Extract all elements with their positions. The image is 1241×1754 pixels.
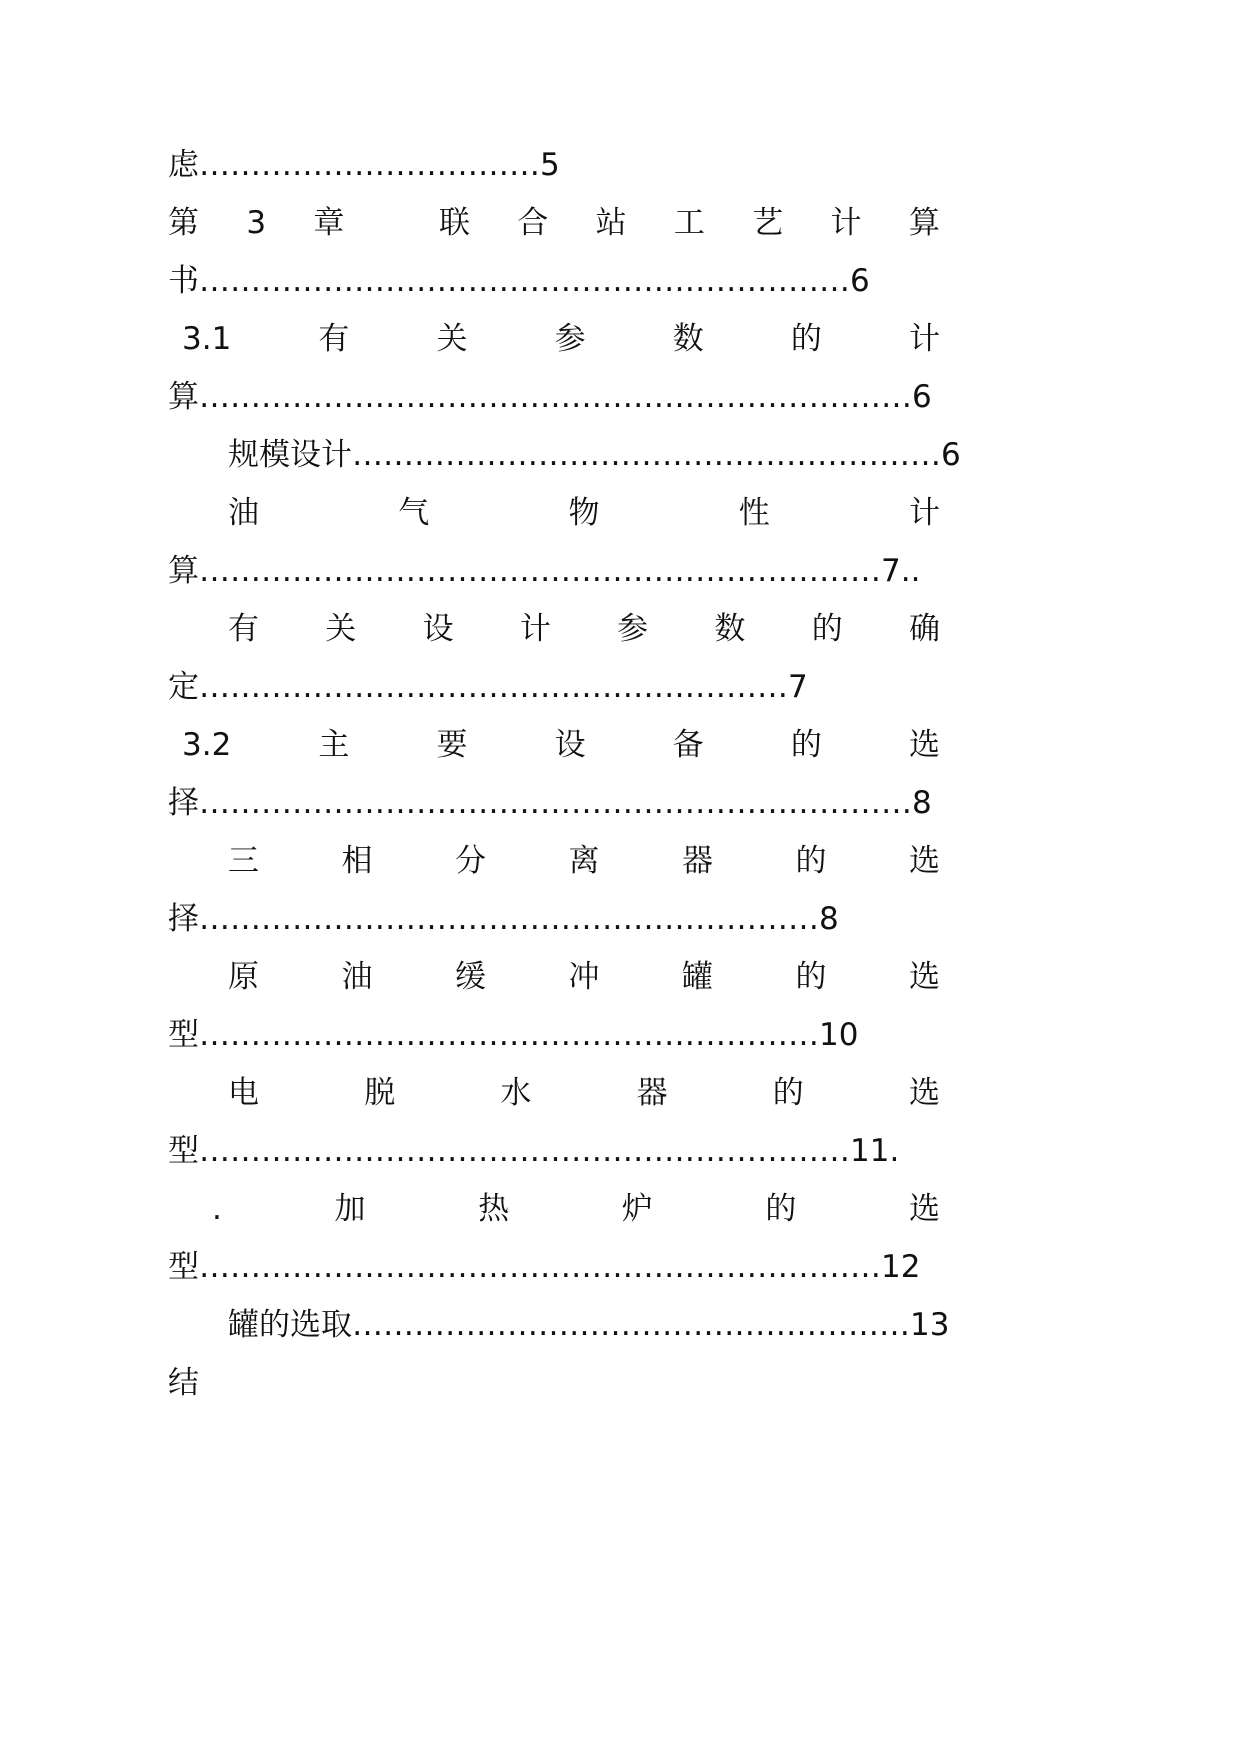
toc-heading-part: 计 (909, 495, 940, 531)
toc-heading-part: 关 (325, 611, 357, 647)
toc-heading-part: 脱 (364, 1075, 396, 1111)
toc-leader-dots: ……………………………………………………… (199, 263, 850, 299)
toc-heading-part: 性 (738, 495, 770, 531)
toc-heading-part: 的 (772, 1075, 804, 1111)
toc-heading-part: 器 (636, 1075, 668, 1111)
toc-line (168, 203, 940, 243)
toc-heading-part: 选 (908, 1075, 940, 1111)
toc-heading-part: 3.2 (182, 727, 232, 763)
toc-line (168, 667, 808, 707)
toc-heading-part: 气 (398, 495, 430, 531)
toc-heading-part: 器 (682, 843, 713, 879)
toc-heading-part: 有 (318, 321, 350, 357)
toc-heading-part: 电 (228, 1075, 259, 1111)
toc-line (228, 609, 940, 649)
toc-heading-part: 物 (568, 495, 600, 531)
toc-leader-dots: ………………………………………………………… (199, 553, 881, 589)
toc-line (228, 493, 940, 533)
toc-leader-dots: …………………………………………………………… (199, 785, 912, 821)
toc-page-number: 10 (819, 1017, 859, 1053)
toc-page-number: 7.. (881, 553, 921, 589)
toc-heading-part: 章 (313, 205, 345, 241)
toc-entry-text: 型 (168, 1133, 199, 1169)
toc-heading-part: 油 (228, 495, 259, 531)
toc-heading-part: 的 (811, 611, 843, 647)
toc-heading-part: 站 (595, 205, 627, 241)
toc-heading-part: 原 (228, 959, 259, 995)
toc-heading-part: 三 (228, 843, 259, 879)
toc-entry-text: 规模设计 (228, 437, 352, 473)
toc-heading-part: 算 (908, 205, 940, 241)
toc-line (168, 551, 920, 591)
toc-line (168, 1247, 920, 1287)
toc-heading-part: 第 (168, 205, 199, 241)
toc-page-number: 11. (850, 1133, 900, 1169)
toc-entry-text: 型 (168, 1017, 199, 1053)
toc-heading-part: 选 (909, 843, 940, 879)
toc-line (168, 1015, 858, 1055)
toc-entry-text: 结 (168, 1365, 199, 1401)
toc-line (228, 841, 940, 881)
toc-heading-part: 离 (568, 843, 600, 879)
toc-heading-part: 的 (790, 727, 822, 763)
toc-entry-text: 择 (168, 901, 199, 937)
toc-page-number: 13 (910, 1307, 950, 1343)
toc-line (168, 145, 560, 185)
toc-entry-text: 算 (168, 379, 199, 415)
toc-heading-part: 选 (908, 1191, 940, 1227)
toc-heading-part: 备 (672, 727, 704, 763)
toc-heading-part: 数 (672, 321, 704, 357)
toc-heading-part: 的 (790, 321, 822, 357)
toc-line (168, 783, 932, 823)
toc-page-number: 6 (941, 437, 961, 473)
toc-leader-dots: …………………………………………………………… (199, 379, 912, 415)
toc-leader-dots: …………………………… (199, 147, 540, 183)
toc-leader-dots: ………………………………………………… (199, 669, 788, 705)
toc-leader-dots: …………………………………………………… (199, 1017, 819, 1053)
toc-leader-dots: ………………………………………………… (352, 437, 941, 473)
toc-entry-text: 罐的选取 (228, 1307, 352, 1343)
toc-heading-part: 分 (455, 843, 486, 879)
toc-line (228, 1305, 949, 1345)
toc-heading-part: 油 (341, 959, 373, 995)
toc-leader-dots: ……………………………………………………… (199, 1133, 850, 1169)
toc-entry-text: 虑 (168, 147, 199, 183)
toc-leader-dots: …………………………………………………… (199, 901, 819, 937)
toc-heading-part: 计 (830, 205, 862, 241)
toc-line (168, 377, 932, 417)
toc-heading-part: 主 (318, 727, 350, 763)
toc-page-number: 8 (912, 785, 932, 821)
toc-heading-part: 的 (795, 959, 827, 995)
toc-page-number: 8 (819, 901, 839, 937)
toc-heading-part: 参 (554, 321, 586, 357)
toc-heading-part: 计 (908, 321, 940, 357)
toc-line (168, 261, 870, 301)
toc-heading-part: 冲 (568, 959, 600, 995)
toc-heading-part: 3 (246, 205, 267, 241)
toc-heading-part: 联 (438, 205, 470, 241)
toc-entry-text: 定 (168, 669, 199, 705)
toc-heading-part: 的 (765, 1191, 797, 1227)
toc-line (228, 435, 961, 475)
toc-heading-part: 炉 (621, 1191, 653, 1227)
toc-heading-part: 参 (617, 611, 649, 647)
toc-line (212, 1189, 940, 1229)
toc-page-number: 6 (850, 263, 870, 299)
toc-heading-part: 数 (714, 611, 746, 647)
toc-line (182, 725, 940, 765)
toc-heading-part: 缓 (455, 959, 486, 995)
toc-heading-part: . (212, 1191, 222, 1227)
toc-heading-part: 计 (519, 611, 551, 647)
toc-heading-part: 的 (795, 843, 827, 879)
toc-leader-dots: ……………………………………………… (352, 1307, 910, 1343)
toc-line (228, 1073, 940, 1113)
toc-entry-text: 择 (168, 785, 199, 821)
toc-heading-part: 选 (909, 959, 940, 995)
toc-heading-part: 选 (908, 727, 940, 763)
toc-line (168, 899, 839, 939)
toc-heading-part: 相 (341, 843, 373, 879)
toc-heading-part: 设 (422, 611, 454, 647)
toc-heading-part: 加 (334, 1191, 366, 1227)
toc-entry-text: 算 (168, 553, 199, 589)
toc-page-number: 6 (912, 379, 932, 415)
toc-line (182, 319, 940, 359)
toc-line (168, 1131, 899, 1171)
toc-line (228, 957, 940, 997)
toc-heading-part: 罐 (682, 959, 713, 995)
toc-heading-part: 艺 (752, 205, 784, 241)
toc-page-number: 7 (788, 669, 808, 705)
toc-leader-dots: ………………………………………………………… (199, 1249, 881, 1285)
toc-page-number: 12 (881, 1249, 921, 1285)
toc-heading-part: 有 (228, 611, 259, 647)
toc-heading-part: 确 (908, 611, 940, 647)
toc-page-number: 5 (540, 147, 560, 183)
toc-heading-part: 工 (673, 205, 705, 241)
toc-heading-part: 水 (500, 1075, 532, 1111)
toc-heading-part: 关 (436, 321, 468, 357)
toc-heading-part: 合 (517, 205, 549, 241)
toc-line (168, 1363, 199, 1403)
toc-entry-text: 型 (168, 1249, 199, 1285)
toc-heading-part: 3.1 (182, 321, 232, 357)
toc-heading-part: 要 (436, 727, 468, 763)
toc-heading-part: 热 (478, 1191, 510, 1227)
toc-heading-part: 设 (554, 727, 586, 763)
toc-entry-text: 书 (168, 263, 199, 299)
